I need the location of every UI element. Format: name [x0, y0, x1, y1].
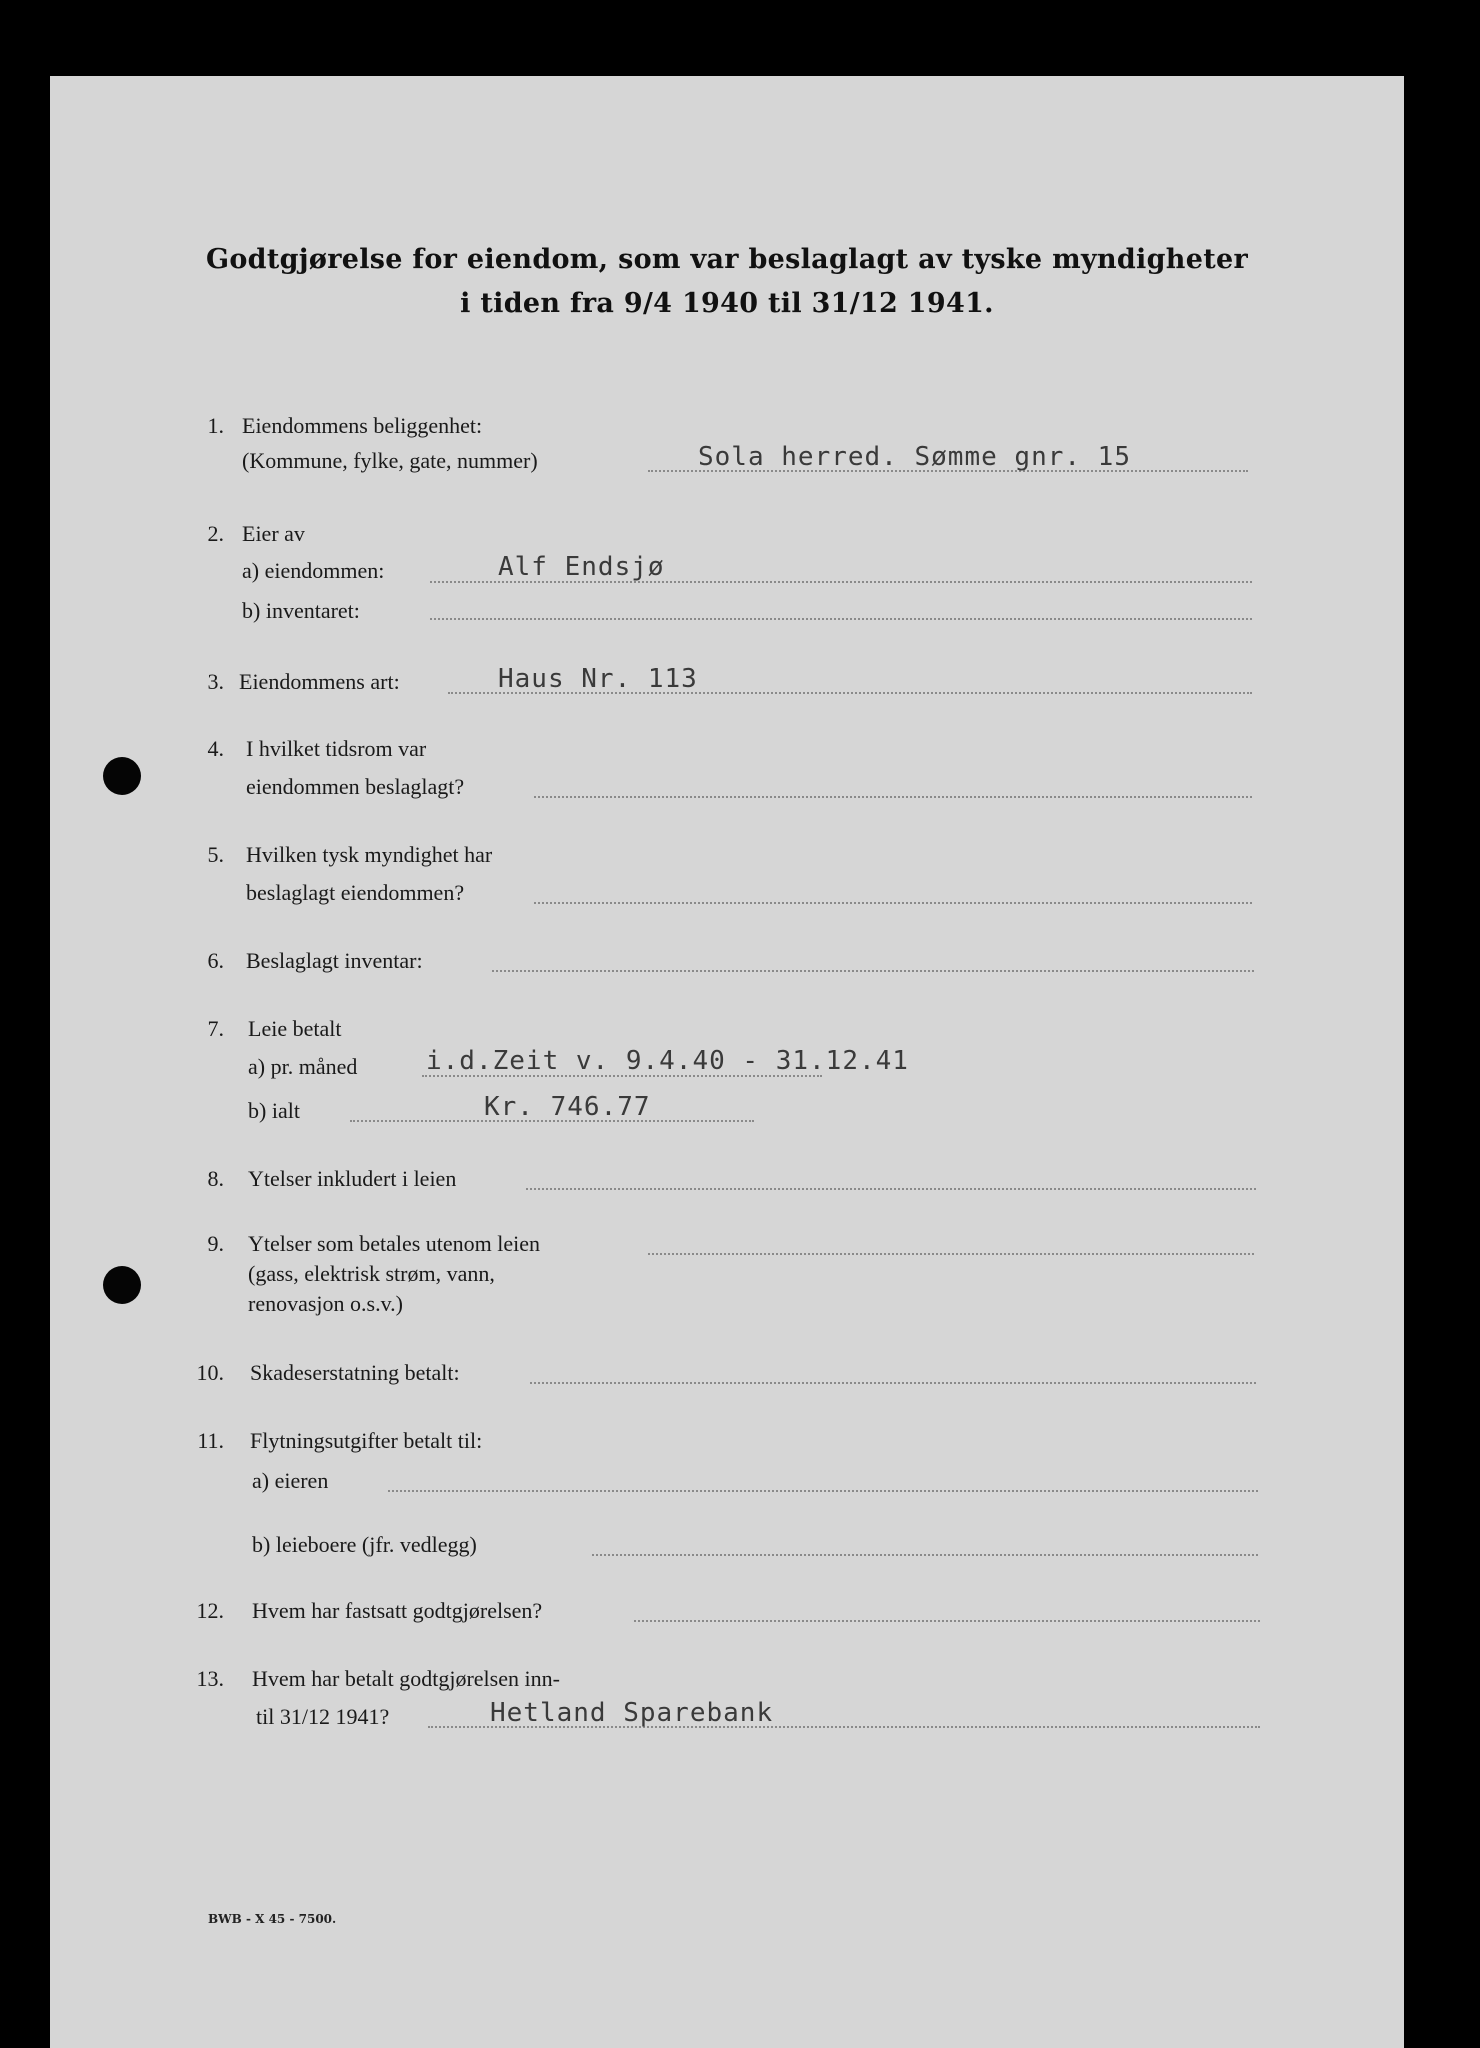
- item-2a-label: a) eiendommen:: [242, 558, 385, 583]
- item-2-number: 2.: [207, 521, 224, 546]
- item-2-label: Eier av: [242, 521, 305, 546]
- item-1-typed-answer: Sola herred. Sømme gnr. 15: [698, 442, 1131, 472]
- item-5-number: 5.: [207, 842, 224, 867]
- item-13-sublabel: til 31/12 1941?: [256, 1704, 390, 1729]
- item-13-label: Hvem har betalt godtgjørelsen inn-: [252, 1666, 560, 1691]
- item-13-number: 13.: [196, 1666, 224, 1691]
- item-7-number: 7.: [207, 1016, 224, 1041]
- item-7-label: Leie betalt: [248, 1016, 342, 1041]
- item-10-label: Skadeserstatning betalt:: [250, 1360, 460, 1385]
- item-4-label: I hvilket tidsrom var: [246, 736, 427, 761]
- item-11b-label: b) leieboere (jfr. vedlegg): [252, 1532, 477, 1557]
- item-12-number: 12.: [196, 1598, 224, 1623]
- item-7b-typed-answer: Kr. 746.77: [484, 1092, 651, 1122]
- item-11a-answer-line: [388, 1490, 1258, 1492]
- item-3-number: 3.: [207, 669, 224, 694]
- item-3-label: Eiendommens art:: [239, 669, 400, 694]
- item-7a-typed-answer: i.d.Zeit v. 9.4.40 - 31.12.41: [426, 1046, 909, 1076]
- item-11-number: 11.: [197, 1428, 224, 1453]
- item-1-number: 1.: [207, 413, 224, 438]
- item-11-label: Flytningsutgifter betalt til:: [250, 1428, 483, 1453]
- item-2b-answer-line: [430, 618, 1252, 620]
- item-4-sublabel: eiendommen beslaglagt?: [246, 774, 465, 799]
- punch-hole-lower: [103, 1266, 141, 1304]
- item-3-typed-answer: Haus Nr. 113: [498, 664, 698, 694]
- item-12-answer-line: [634, 1620, 1260, 1622]
- item-7b-label: b) ialt: [248, 1098, 300, 1123]
- item-10-number: 10.: [196, 1360, 224, 1385]
- item-8-answer-line: [526, 1188, 1256, 1190]
- form-title-line-2: i tiden fra 9/4 1940 til 31/12 1941.: [460, 288, 994, 319]
- item-11a-label: a) eieren: [252, 1468, 329, 1493]
- item-6-number: 6.: [207, 948, 224, 973]
- item-5-answer-line: [534, 902, 1252, 904]
- item-12-label: Hvem har fastsatt godtgjørelsen?: [252, 1598, 543, 1623]
- item-5-sublabel: beslaglagt eiendommen?: [246, 880, 465, 905]
- item-9-sublabel-1: (gass, elektrisk strøm, vann,: [248, 1261, 495, 1286]
- form-page: [50, 76, 1404, 2048]
- item-6-answer-line: [492, 970, 1254, 972]
- item-4-number: 4.: [207, 736, 224, 761]
- item-9-label: Ytelser som betales utenom leien: [248, 1231, 541, 1256]
- item-6-label: Beslaglagt inventar:: [246, 948, 423, 973]
- form-title-line-1: Godtgjørelse for eiendom, som var beslaglagt av tyske myndigheter: [206, 244, 1248, 275]
- item-13-typed-answer: Hetland Sparebank: [490, 1698, 774, 1728]
- item-10-answer-line: [530, 1382, 1256, 1384]
- punch-hole-upper: [103, 757, 141, 795]
- form-print-code: BWB - X 45 - 7500.: [208, 1912, 337, 1926]
- item-9-sublabel-2: renovasjon o.s.v.): [248, 1291, 403, 1316]
- item-4-answer-line: [534, 796, 1252, 798]
- item-8-number: 8.: [207, 1166, 224, 1191]
- item-2a-typed-answer: Alf Endsjø: [498, 552, 665, 582]
- item-1-label: Eiendommens beliggenhet:: [242, 413, 483, 438]
- item-9-number: 9.: [207, 1231, 224, 1256]
- item-11b-answer-line: [592, 1554, 1258, 1556]
- item-9-answer-line: [648, 1253, 1254, 1255]
- item-2b-label: b) inventaret:: [242, 598, 360, 623]
- item-8-label: Ytelser inkludert i leien: [248, 1166, 457, 1191]
- item-5-label: Hvilken tysk myndighet har: [246, 842, 493, 867]
- item-7a-label: a) pr. måned: [248, 1054, 358, 1079]
- item-1-sublabel: (Kommune, fylke, gate, nummer): [242, 448, 538, 473]
